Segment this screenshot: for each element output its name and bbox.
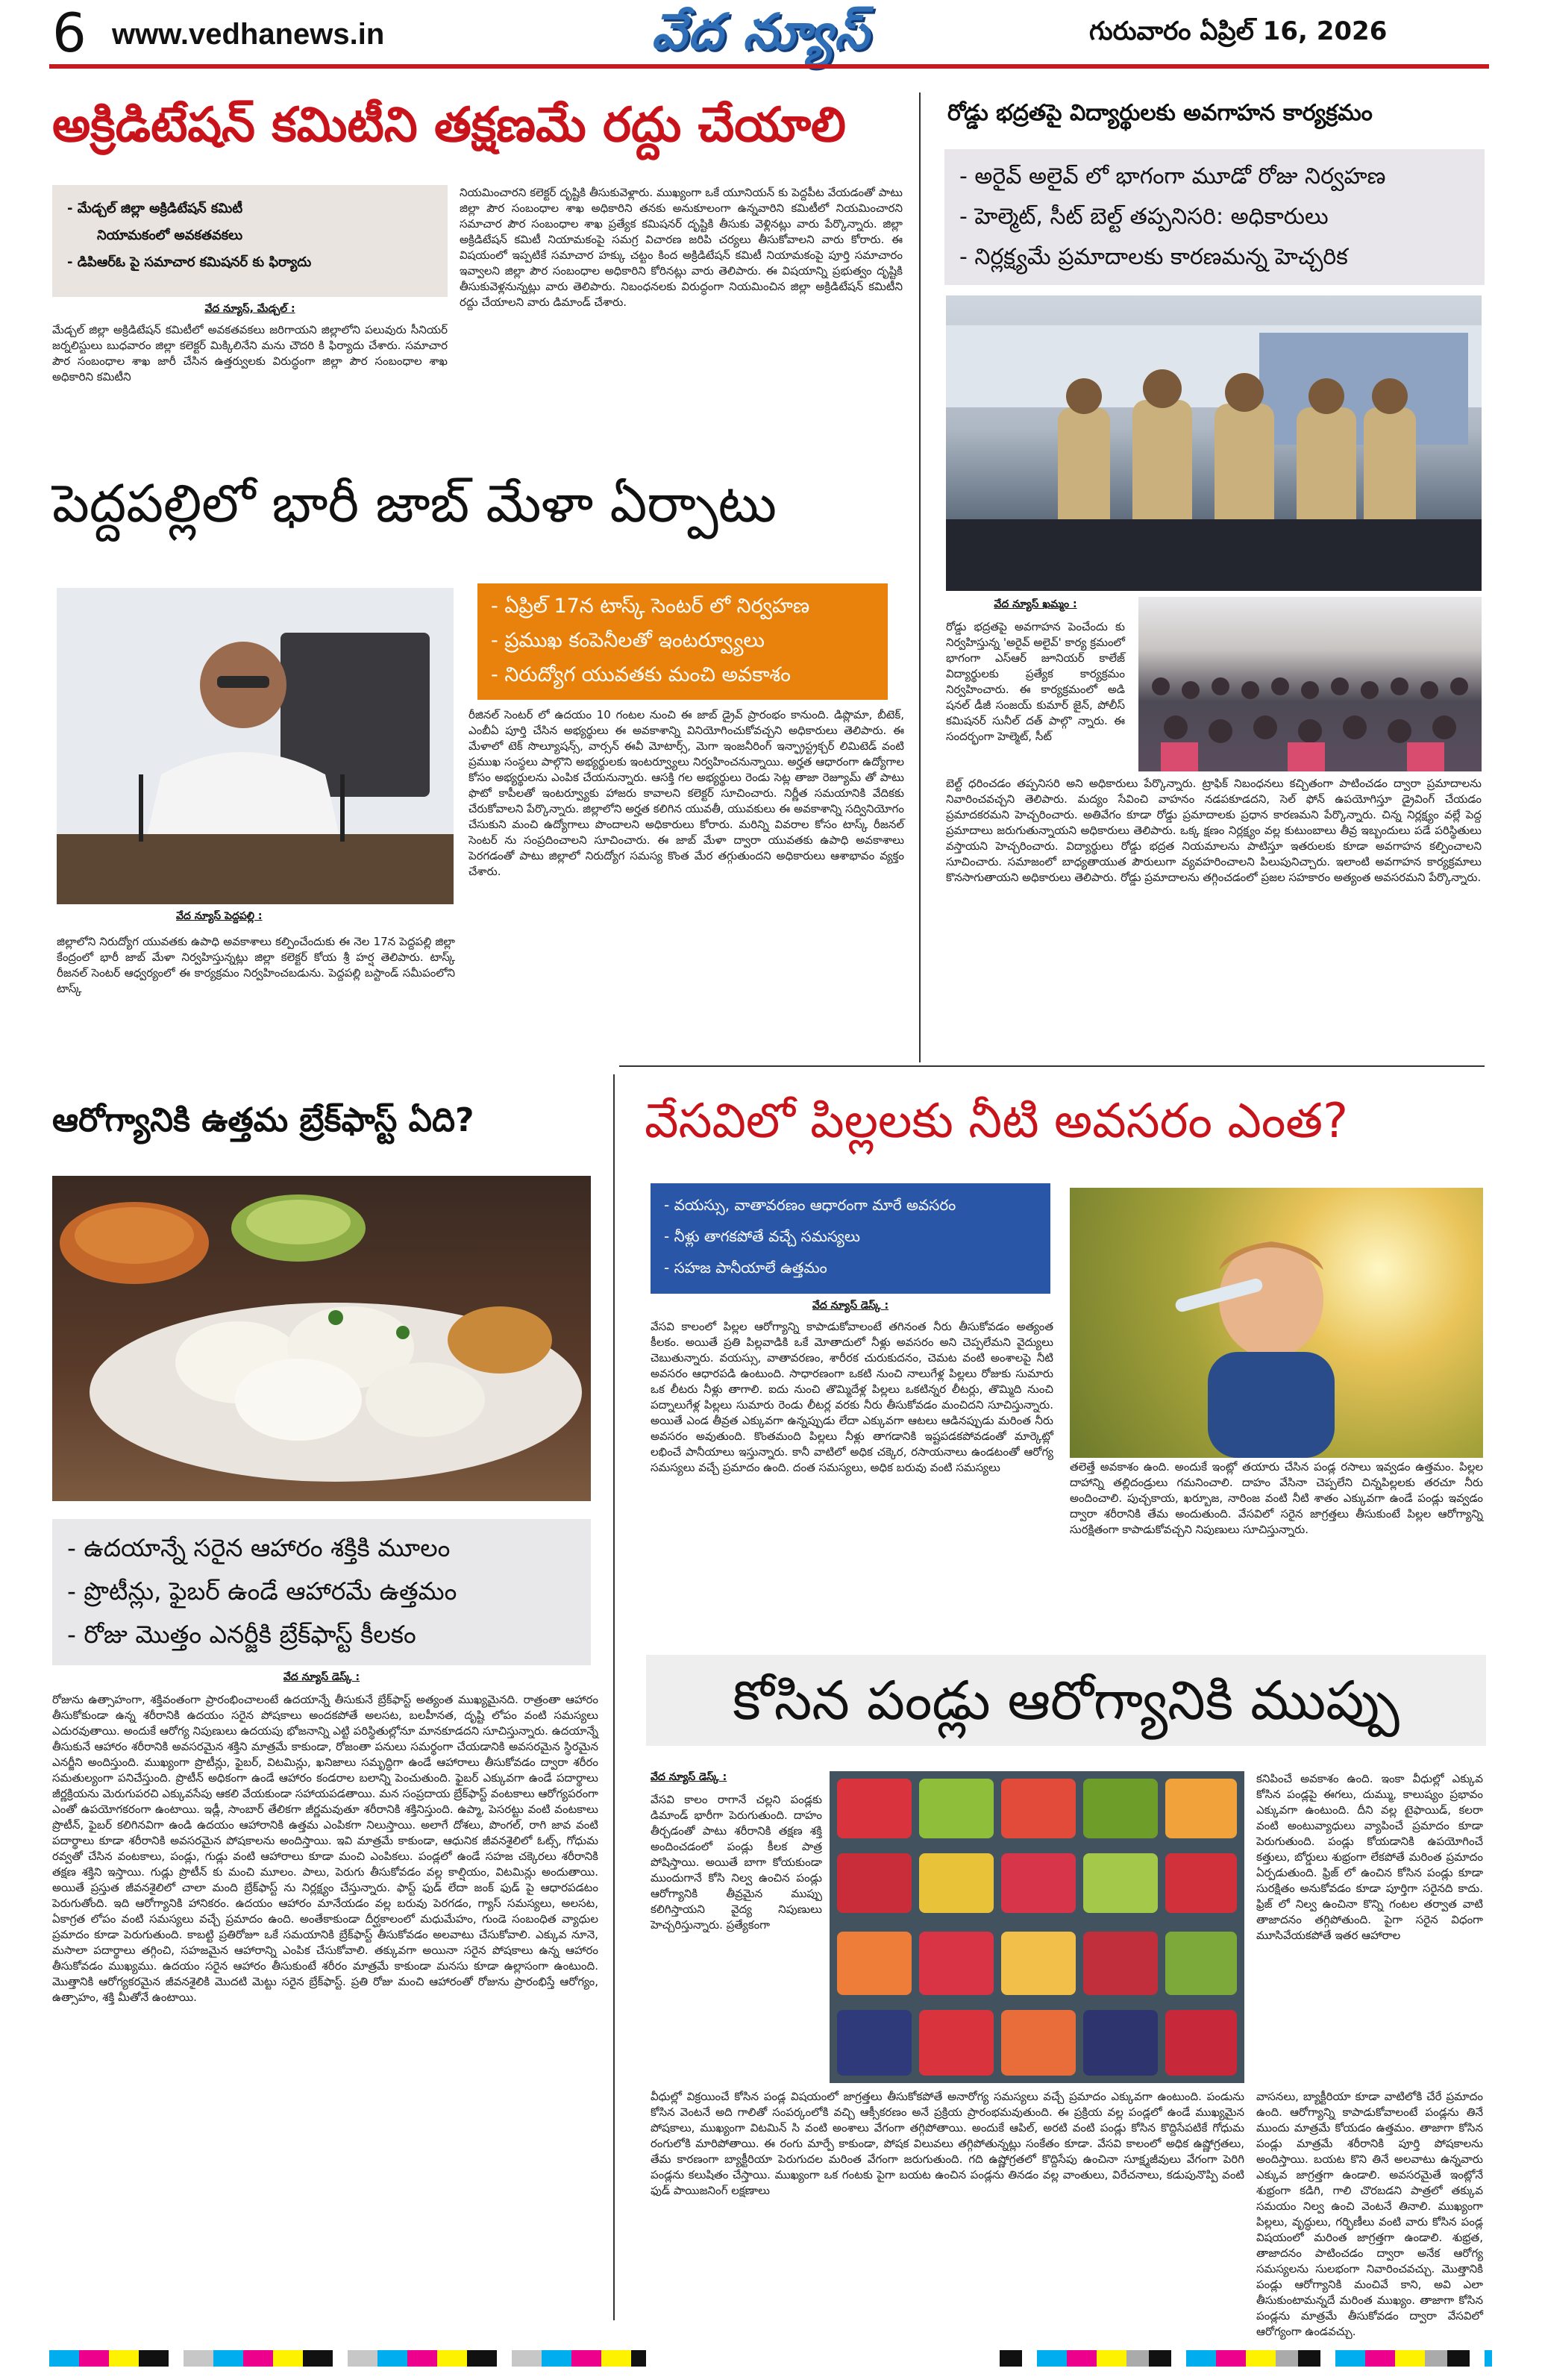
story1-dateline: వేద న్యూస్, మేడ్చల్ : xyxy=(204,303,295,315)
idli-breakfast-photo xyxy=(52,1176,591,1501)
story5-col1: వేసవి కాలంలో పిల్లల ఆరోగ్యాన్ని కాపాడుకోవాలంటే తగినంత నీరు తీసుకోవడం అత్యంత కీలకం. అయితే ప్రతి పిల్లవాడికి ఒకే మోతాదులో నీళ్లు అవసరం అని చెప్పలేమని వైద్యులు చెబుతున్నారు. వయస్సు, వాతావరణం, శారీరక చురుకుదనం, చెమట వంటి అంశాలపై నీటి అవసరం ఆధారపడి ఉంటుంది. సాధారణంగా ఒకటి నుంచి నాలుగేళ్ల పిల్లలు రోజుకు సుమారు ఒక లీటరు నీళ్లు తాగాలి. ఐదు నుంచి తొమ్మిదేళ్ల పిల్లలు ఒకటిన్నర లీటర్లు, తొమ్మిది నుంచి పద్నాలుగేళ్ల పిల్లలు సుమారు రెండు లీటర్ల వరకు నీరు తీసుకోవడం మంచిదని సూచిస్తున్నారు. అయితే ఎండ తీవ్రత ఎక్కువగా ఉన్నప్పుడు లేదా ఎక్కువగా ఆటలు ఆడినప్పుడు మరింత నీరు అవసరం అవుతుంది. కొంతమంది పిల్లలు నీళ్లు తాగడానికి ఇష్టపడకపోవడంతో మార్కెట్లో లభించే పానీయాలు ఇస్తున్నారు. కానీ వాటిలో అధిక చక్కెర, రసాయనాలు ఉండటంతో ఆరోగ్య సమస్యలు వచ్చే ప్రమాదం ఉంది. దంత సమస్యలు, అధిక బరువు వంటి సమస్యలు xyxy=(651,1320,1053,1474)
story6-headline: కోసిన పండ్లు ఆరోగ్యానికి ముప్పు xyxy=(646,1655,1486,1746)
story5-headline: వేసవిలో పిల్లలకు నీటి అవసరం ఎంత? xyxy=(645,1094,1349,1149)
bullet-item: - మేడ్చల్ జిల్లా అక్రిడిటేషన్ కమిటీ xyxy=(67,201,243,216)
officers-illustration xyxy=(946,295,1482,591)
bullet-item: - నిరుద్యోగ యువతకు మంచి అవకాశం xyxy=(491,663,791,686)
story1-bullets xyxy=(52,185,448,297)
story4-body: రోజును ఉత్సాహంగా, శక్తివంతంగా ప్రారంభించాలంటే ఉదయాన్నే తీసుకునే బ్రేక్‌ఫాస్ట్ అత్యంత ముఖ్యమైనది. రాత్రంతా ఆహారం తీసుకోకుండా ఉన్న శరీరానికి ఉదయం సరైన పోషకాలు అందకపోతే అలసట, బలహీనత, దృష్టి లోపం వంటి సమస్యలు ఎదురవుతాయి. అందుకే ఆరోగ్య నిపుణులు ఉదయపు భోజనాన్ని ఎట్టి పరిస్థితుల్లోనూ మానకూడదని సూచిస్తున్నారు. ఉదయాన్నే తీసుకునే ఆహారం శరీరానికి అవసరమైన శక్తిని మాత్రమే కాకుండా, రోజంతా పనులు సమర్థంగా చేయడానికి అవసరమైన స్థిరమైన ఎనర్జీని అందిస్తుంది. ముఖ్యంగా ప్రొటీన్లు, ఫైబర్, విటమిన్లు, ఖనిజాలు సమృద్ధిగా ఉండే ఆహారాలు తీసుకోవడం ద్వారా శరీరం సమతుల్యంగా పనిచేస్తుంది. ప్రొటీన్ అధికంగా ఉండే ఆహారం కండరాల బలాన్ని పెంచుతుంది. ఫైబర్ ఎక్కువగా ఉండే పదార్థాలు జీర్ణక్రియను మెరుగుపరచి ఎక్కువసేపు ఆకలి వేయకుండా సహాయపడతాయి. మన సంప్రదాయ బ్రేక్‌ఫాస్ట్ వంటకాలు ఆరోగ్యపరంగా ఎంతో ఉపయోగకరంగా ఉంటాయి. ఇడ్లీ, సాంబార్ తేలికగా జీర్ణమవుతూ శరీరానికి శక్తినిస్తుంది. ఉప్మా, పెసరట్టు వంటి వంటకాలు ప్రొటీన్, ఫైబర్ కలిగినవిగా ఉండి ఉదయం ఆహారానికి ఉత్తమ ఎంపికగా నిలుస్తాయి. అలాగే దోశలు, పొంగల్, రాగి జావ వంటి పదార్థాలు కూడా శరీరానికి అవసరమైన పోషకాలను అందిస్తాయి. ఇవి మాత్రమే కాకుండా, ఆధునిక జీవనశైలిలో ఓట్స్, గోధుమ రవ్వతో చేసిన వంటకాలు, పండ్లు, గుడ్లు వంటి ఆహారాలు కూడా మంచి ఎంపికలు. పండ్లలో ఉండే సహజ చక్కెరలు శరీరానికి తక్షణ శక్తిని ఇస్తాయి. గుడ్లు ప్రొటీన్ కు మంచి మూలం. పాలు, పెరుగు తీసుకోవడం వల్ల కాల్షియం, విటమిన్లు అందుతాయి. అయితే ప్రస్తుత జీవనశైలిలో చాలా మంది బ్రేక్‌ఫాస్ట్ ను నిర్లక్ష్యం చేస్తున్నారు. ఫాస్ట్ ఫుడ్ లేదా జంక్ ఫుడ్ పై ఆధారపడటం పెరుగుతోంది. ఇది ఆరోగ్యానికి హానికరం. ఉదయం ఆహారం మానేయడం వల్ల బరువు పెరగడం, గ్యాస్ సమస్యలు, అలసట, ఏకాగ్రత లోపం వంటి సమస్యలు వచ్చే ప్రమాదం ఉంది. అంతేకాకుండా దీర్ఘకాలంలో మధుమేహం, గుండె సంబంధిత వ్యాధుల ప్రమాదం కూడా పెరుగుతుంది. కాబట్టి ప్రతిరోజూ ఒకే సమయానికి బ్రేక్‌ఫాస్ట్ తీసుకోవడం అలవాటు చేసుకోవాలి. ఎక్కువ నూనె, మసాలా పదార్థాలు తగ్గించి, సహజమైన ఆహారాన్ని ఎంపిక చేసుకోవాలి. తక్కువగా అయినా సరైన పోషకాలు ఉన్న ఆహారం తీసుకోవడం ముఖ్యము. ఉదయం సరైన ఆహారం తీసుకుంటే శరీరం మాత్రమే కాకుండా మనసు కూడా ఉల్లాసంగా ఉంటుంది. మొత్తానికి ఆరోగ్యకరమైన జీవనశైలికి మొదటి మెట్టు సరైన బ్రేక్‌ఫాస్ట్. ప్రతి రోజు మంచి ఆహారంతో రోజును ప్రారంభిస్తే ఆరోగ్యం, ఉత్సాహం, శక్తి మీతోనే ఉంటాయి. xyxy=(52,1693,598,2004)
story3-dateline: వేద న్యూస్ పెద్దపల్లి : xyxy=(176,910,263,922)
idli-illustration xyxy=(52,1176,591,1501)
story6-dateline: వేద న్యూస్ డెస్క్ : xyxy=(651,1771,727,1783)
story6-wide: వీధుల్లో విక్రయించే కోసిన పండ్ల విషయంలో జాగ్రత్తలు తీసుకోకపోతే అనారోగ్య సమస్యలు వచ్చే ప్రమాదం ఎక్కువగా ఉంటుంది. పండును కోసిన వెంటనే అది గాలితో సంపర్కంలోకి వచ్చి ఆక్సీకరణం అనే ప్రక్రియ ప్రారంభమవుతుంది. ఈ ప్రక్రియ వల్ల పండ్లలో ఉండే ముఖ్యమైన పోషకాలు, ముఖ్యంగా విటమిన్ సి వంటి అంశాలు వేగంగా తగ్గిపోతాయి. అందుకే ఆపిల్, అరటి వంటి పండ్లు కోసిన కొద్దిసేపటికే గోధుమ రంగులోకి మారిపోతాయి. ఈ రంగు మార్పే కాకుండా, పోషక విలువలు తగ్గిపోతున్నట్లు సంకేతం కూడా. వేసవి కాలంలో అధిక ఉష్ణోగ్రతలు, తేమ కారణంగా బ్యాక్టీరియా పెరుగుదల మరింత వేగంగా జరుగుతుంది. గది ఉష్ణోగ్రతలో కొద్దిసేపు ఉంచినా సూక్ష్మజీవులు వేగంగా పెరిగి పండ్లను కలుషితం చేస్తాయి. ముఖ్యంగా ఒక గంటకు పైగా బయట ఉంచిన పండ్లను తినడం వల్ల వాంతులు, విరేచనాలు, కడుపునొప్పి వంటి ఫుడ్ పాయిజనింగ్ లక్షణాలు xyxy=(651,2090,1244,2197)
website-url[interactable]: www.vedhanews.in xyxy=(112,18,385,51)
issue-date: గురువారం ఏప్రిల్ 16, 2026 xyxy=(1089,16,1388,46)
story5-dateline: వేద న్యూస్ డెస్క్ : xyxy=(812,1300,889,1312)
students-audience-photo xyxy=(1138,597,1482,771)
bullet-item: నియామకంలో అవకతవకలు xyxy=(97,228,243,243)
story2-bullets xyxy=(944,149,1485,285)
audience-illustration xyxy=(1138,597,1482,771)
story6-bottom: వాసనలు, బ్యాక్టీరియా కూడా వాటిలోకి చేరే ప్రమాదం ఉంది. ఆరోగ్యాన్ని కాపాడుకోవాలంటే పండ్లను తినే ముందు మాత్రమే కోయడం ఉత్తమం. తాజాగా కోసిన పండ్లు మాత్రమే శరీరానికి పూర్తి పోషకాలను అందిస్తాయి. బయట కొని తినే అలవాటు ఉన్నవారు ఎక్కువ జాగ్రత్తగా ఉండాలి. అవసరమైతే ఇంట్లోనే శుభ్రంగా కడిగి, గాలి చొరబడని పాత్రలో తక్కువ సమయం నిల్వ ఉంచి వెంటనే తినాలి. ముఖ్యంగా పిల్లలు, వృద్ధులు, గర్భిణీలు వంటి వారు కోసిన పండ్ల విషయంలో మరింత జాగ్రత్తగా ఉండాలి. శుభ్రత, తాజాదనం పాటించడం ద్వారా అనేక ఆరోగ్య సమస్యలను సులభంగా నివారించవచ్చు. మొత్తానికి పండ్లు ఆరోగ్యానికి మంచివే కాని, అవి ఎలా తీసుకుంటామన్నదే మరింత ముఖ్యం. తాజాగా కోసిన పండ్లను మాత్రమే తీసుకోవడం ద్వారా వేసవిలో ఆరోగ్యంగా ఉండవచ్చు. xyxy=(1256,2090,1483,2338)
story4-headline: ఆరోగ్యానికి ఉత్తమ బ్రేక్‌ఫాస్ట్ ఏది? xyxy=(52,1101,474,1139)
child-illustration xyxy=(1070,1188,1483,1458)
print-registration-bar-right xyxy=(1000,2350,1492,2367)
masthead-logo: వేద న్యూస్ xyxy=(651,3,871,60)
cut-fruit-cups-photo xyxy=(830,1771,1244,2083)
story1-col2: నియమించారని కలెక్టర్ దృష్టికి తీసుకువెళ్లారు. ముఖ్యంగా ఒకే యూనియన్ కు పెద్దపీట వేయడంతో పాటు జిల్లా పౌర సంబంధాల శాఖ అధికారిని తనకు అనుకూలంగా ఉన్నవారిని కమిటీలో నియమించారని సమాచార పౌర సంబంధాల శాఖ ప్రత్యేక కమిషనర్ దృష్టికి తీసుకు వెళ్లినట్లు వారు పేర్కొన్నారు. జిల్లా అక్రిడిటేషన్ కమిటీ నియామకంపై సమగ్ర విచారణ జరిపి చర్యలు తీసుకోవాలని వారు కోరారు. ఈ విషయంలో ఇప్పటికే సమాచార హక్కు చట్టం కింద అక్రిడిటేషన్ కమిటీ నియామకంపై పూర్తి సమాచారం ఇవ్వాలని జిల్లా పౌర సంబంధాల అధికారిని కోరినట్లు వారు తెలిపారు. ఈ విషయాన్ని ప్రభుత్వం దృష్టికి తీసుకువెళ్లనున్నట్లు వారు తెలిపారు. నిబంధనలకు విరుద్ధంగా నియమించిన జిల్లా అక్రిడిటేషన్ కమిటీని రద్దు చేయాలని వారు డిమాండ్ చేశారు. xyxy=(460,186,903,309)
story6-right: కనిపించే అవకాశం ఉంది. ఇంకా వీధుల్లో ఎక్కువ కోసిన పండ్లపై ఈగలు, దుమ్ము, కాలుష్యం ప్రభావం ఎక్కువగా ఉంటుంది. దీని వల్ల టైఫాయిడ్, కలరా వంటి అంటువ్యాధులు వ్యాపించే ప్రమాదం కూడా పెరుగుతుంది. పండ్లు కోయడానికి ఉపయోగించే కత్తులు, బోర్డులు శుభ్రంగా లేకపోతే మరింత ప్రమాదం ఏర్పడుతుంది. ఫ్రిజ్ లో ఉంచిన కోసిన పండ్లు కూడా సురక్షితం అనుకోవడం కూడా పూర్తిగా సరైనది కాదు. ఫ్రిజ్ లో నిల్వ ఉంచినా కొన్ని గంటల తర్వాత వాటి తాజాదనం తగ్గిపోతుంది. పైగా సరైన విధంగా మూసివేయకపోతే ఇతర ఆహారాల xyxy=(1256,1772,1483,1942)
print-registration-bar xyxy=(49,2350,646,2367)
bullet-item: - నిర్లక్ష్యమే ప్రమాదాలకు కారణమన్న హెచ్చరిక xyxy=(959,244,1348,270)
column-divider-bottom xyxy=(613,1074,615,2320)
story3-bullets xyxy=(477,583,888,700)
bullet-item: - సహజ పానీయాలే ఉత్తమం xyxy=(664,1259,827,1277)
child-drinking-water-photo xyxy=(1070,1188,1483,1458)
story2-dateline: వేద న్యూస్ ఖమ్మం : xyxy=(994,598,1077,610)
story3-col1: జిల్లాలోని నిరుద్యోగ యువతకు ఉపాధి అవకాశాలు కల్పించేందుకు ఈ నెల 17న పెద్దపల్లి జిల్లా కేంద్రంలో భారీ జాబ్ మేళా నిర్వహిస్తున్నట్లు జిల్లా కలెక్టర్ కోయ శ్రీ హర్ష తెలిపారు. టాస్క్ రీజనల్ సెంటర్ ఆధ్వర్యంలో ఈ కార్యక్రమం నిర్వహించబడును. పెద్దపల్లి బస్టాండ్ సమీపంలోని టాస్క్ xyxy=(57,935,455,995)
header-rule xyxy=(49,64,1489,69)
police-officers-photo xyxy=(946,295,1482,591)
bullet-item: - ఉదయాన్నే సరైన ఆహారం శక్తికి మూలం xyxy=(67,1533,451,1562)
bullet-item: - అరైవ్ అలైవ్ లో భాగంగా మూడో రోజు నిర్వహణ xyxy=(959,163,1386,190)
bullet-item: - ప్రొటీన్లు, ఫైబర్ ఉండే ఆహారమే ఉత్తమం xyxy=(67,1576,457,1606)
bullet-item: - డిపిఆర్ఓ పై సమాచార కమిషనర్ కు ఫిర్యాదు xyxy=(67,254,312,270)
fruit-cups-illustration xyxy=(830,1771,1244,2083)
story4-dateline: వేద న్యూస్ డెస్క్ : xyxy=(283,1671,360,1683)
story1-headline: అక్రిడిటేషన్ కమిటీని తక్షణమే రద్దు చేయాలి xyxy=(52,98,846,153)
story3-headline: పెద్దపల్లిలో భారీ జాబ్ మేళా ఏర్పాటు xyxy=(52,473,777,534)
section-divider xyxy=(619,1065,1485,1067)
bullet-item: - రోజు మొత్తం ఎనర్జీకి బ్రేక్‌ఫాస్ట్ కీలకం xyxy=(67,1620,416,1649)
collector-illustration xyxy=(57,588,454,904)
bullet-item: - వయస్సు, వాతావరణం ఆధారంగా మారే అవసరం xyxy=(664,1196,956,1214)
bullet-item: - ఏప్రిల్ 17న టాస్క్ సెంటర్ లో నిర్వహణ xyxy=(491,595,810,618)
story6-narrow: వేసవి కాలం రాగానే చల్లని పండ్లకు డిమాండ్ భారీగా పెరుగుతుంది. దాహం తీర్చడంతో పాటు శరీరానికి తక్షణ శక్తి అందించడంలో పండ్లు కీలక పాత్ర పోషిస్తాయి. అయితే బాగా కోయకుండా ముందుగానే కోసి నిల్వ ఉంచిన పండ్లు ఆరోగ్యానికి తీవ్రమైన ముప్పు కలిగిస్తాయని వైద్య నిపుణులు హెచ్చరిస్తున్నారు. ప్రత్యేకంగా xyxy=(651,1793,822,1932)
collector-photo xyxy=(57,588,454,904)
story5-bullets xyxy=(651,1183,1050,1294)
story2-narrow: రోడ్డు భద్రతపై అవగాహన పెంచేందు కు నిర్వహిస్తున్న 'అరైవ్ అలైవ్' కార్య క్రమంలో భాగంగా ఎస్ఆర్ జూనియర్ కాలేజ్ విద్యార్థులకు ప్రత్యేక కార్యక్రమం నిర్వహించారు. ఈ కార్యక్రమంలో అడి షనల్ డీజీ సంజయ్ కుమార్ జైన్, పోలీస్ కమిషనర్ సునీల్ దత్ పాల్గొ న్నారు. ఈ సందర్భంగా హెల్మెట్, సీట్ xyxy=(946,620,1125,743)
bullet-item: - ప్రముఖ కంపెనీలతో ఇంటర్వ్యూలు xyxy=(491,629,765,652)
story2-wide: బెల్ట్ ధరించడం తప్పనిసరి అని అధికారులు పేర్కొన్నారు. ట్రాఫిక్ నిబంధనలు కచ్చితంగా పాటించడం ద్వారా ప్రమాదాలను నివారించవచ్చని తెలిపారు. మద్యం సేవించి వాహనం నడపకూడదని, సెల్ ఫోన్ ఉపయోగిస్తూ డ్రైవింగ్ చేయడం ప్రమాదకరమని హెచ్చరించారు. అతివేగం కూడా రోడ్డు ప్రమాదాలకు ప్రధాన కారణమని పేర్కొన్నారు. చిన్న నిర్లక్ష్యం వల్లే పెద్ద ప్రమాదాలు జరుగుతున్నాయని అధికారులు తెలిపారు. ఒక్క క్షణం నిర్లక్ష్యం వల్ల కుటుంబాలు తీవ్ర ఇబ్బందులు పడే పరిస్థితులు వస్తాయని హెచ్చరించారు. విద్యార్థులు రోడ్డు భద్రత నియమాలను పాటిస్తూ ఇతరులకు కూడా అవగాహన కల్పించాలని సూచించారు. సమాజంలో బాధ్యతాయుత పౌరులుగా వ్యవహరించాలని పిలుపునిచ్చారు. ఇలాంటి అవగాహన కార్యక్రమాలు కొనసాగుతాయని అధికారులు తెలిపారు. రోడ్డు ప్రమాదాలను తగ్గించడంలో ప్రజల సహకారం అత్యంత అవసరమని పేర్కొన్నారు. xyxy=(946,777,1482,884)
column-divider xyxy=(919,93,921,1062)
bullet-item: - హెల్మెట్, సీట్ బెల్ట్ తప్పనిసరి: అధికారులు xyxy=(959,204,1329,230)
story2-headline: రోడ్డు భద్రతపై విద్యార్థులకు అవగాహన కార్యక్రమం xyxy=(947,100,1373,126)
page-number: 6 xyxy=(52,1,87,64)
story4-bullets xyxy=(52,1519,591,1665)
story3-col2: రీజినల్ సెంటర్ లో ఉదయం 10 గంటల నుంచి ఈ జాబ్ డ్రైవ్ ప్రారంభం కానుంది. డిప్లొమా, బీటెక్, ఎంబీఏ పూర్తి చేసిన అభ్యర్థులు ఈ అవకాశాన్ని వినియోగించుకోవచ్చని అధికారులు తెలిపారు. ఈ మేళాలో టెక్ సొల్యూషన్స్, వార్సన్ ఈవీ మోటార్స్, మెగా ఇంజనీరింగ్ ఇన్ఫ్రాస్ట్రక్చర్ లిమిటెడ్ వంటి ప్రముఖ సంస్థలు పాల్గొని అభ్యర్థులకు ఇంటర్వ్యూలు నిర్వహించనున్నాయి. అర్హత ఆధారంగా ఉద్యోగాల కోసం అభ్యర్థులను ఎంపిక చేయనున్నారు. ఆసక్తి గల అభ్యర్థులు రెండు సెట్ల తాజా రెజ్యూమ్ తో పాటు ఫొటో కాపీలతో ఇంటర్వ్యూకు హాజరు కావాలని కలెక్టర్ సూచించారు. నిర్ణీత సమయానికి వేదికకు చేరుకోవాలని పేర్కొన్నారు. జిల్లాలోని అర్హత కలిగిన యువతీ, యువకులు ఈ అవకాశాన్ని సద్వినియోగం చేసుకుని మంచి ఉద్యోగాలు పొందాలని అధికారులు కోరారు. మరిన్ని వివరాల కోసం టాస్క్ రీజనల్ సెంటర్ ను సంప్రదించాలని సూచించారు. ఈ జాబ్ మేళా ద్వారా యువతకు ఉపాధి అవకాశాలు పెరగడంతో పాటు జిల్లాలో నిరుద్యోగ సమస్య కొంత మేర తగ్గుతుందని అధికారులు ఆశాభావం వ్యక్తం చేశారు. xyxy=(468,708,904,878)
bullet-item: - నీళ్లు తాగకపోతే వచ్చే సమస్యలు xyxy=(664,1227,860,1245)
story1-col1: మేడ్చల్ జిల్లా అక్రిడిటేషన్ కమిటీలో అవకతవకలు జరిగాయని జిల్లాలోని పలువురు సీనియర్ జర్నలిస్టులు బుధవారం జిల్లా కలెక్టర్ మిక్కిలినేని మను చౌదరి కి ఫిర్యాదు చేశారు. సమాచార పౌర సంబంధాల శాఖ జారీ చేసిన ఉత్తర్వులకు విరుద్ధంగా జిల్లా పౌర సంబంధాల శాఖ అధికారిని కమిటీని xyxy=(52,323,448,383)
story5-col2: తలెత్తే అవకాశం ఉంది. అందుకే ఇంట్లో తయారు చేసిన పండ్ల రసాలు ఇవ్వడం ఉత్తమం. పిల్లల దాహాన్ని తల్లిదండ్రులు గమనించాలి. దాహం వేసినా చెప్పలేని చిన్నపిల్లలకు తరచూ నీరు అందించాలి. పుచ్చకాయ, ఖర్బూజ, నారింజ వంటి నీటి శాతం ఎక్కువగా ఉండే పండ్లు ఇవ్వడం ద్వారా శరీరానికి తేమ అందుతుంది. వేసవిలో సరైన జాగ్రత్తలు తీసుకుంటే పిల్లల ఆరోగ్యాన్ని సురక్షితంగా కాపాడుకోవచ్చని నిపుణులు సూచిస్తున్నారు. xyxy=(1070,1460,1483,1536)
